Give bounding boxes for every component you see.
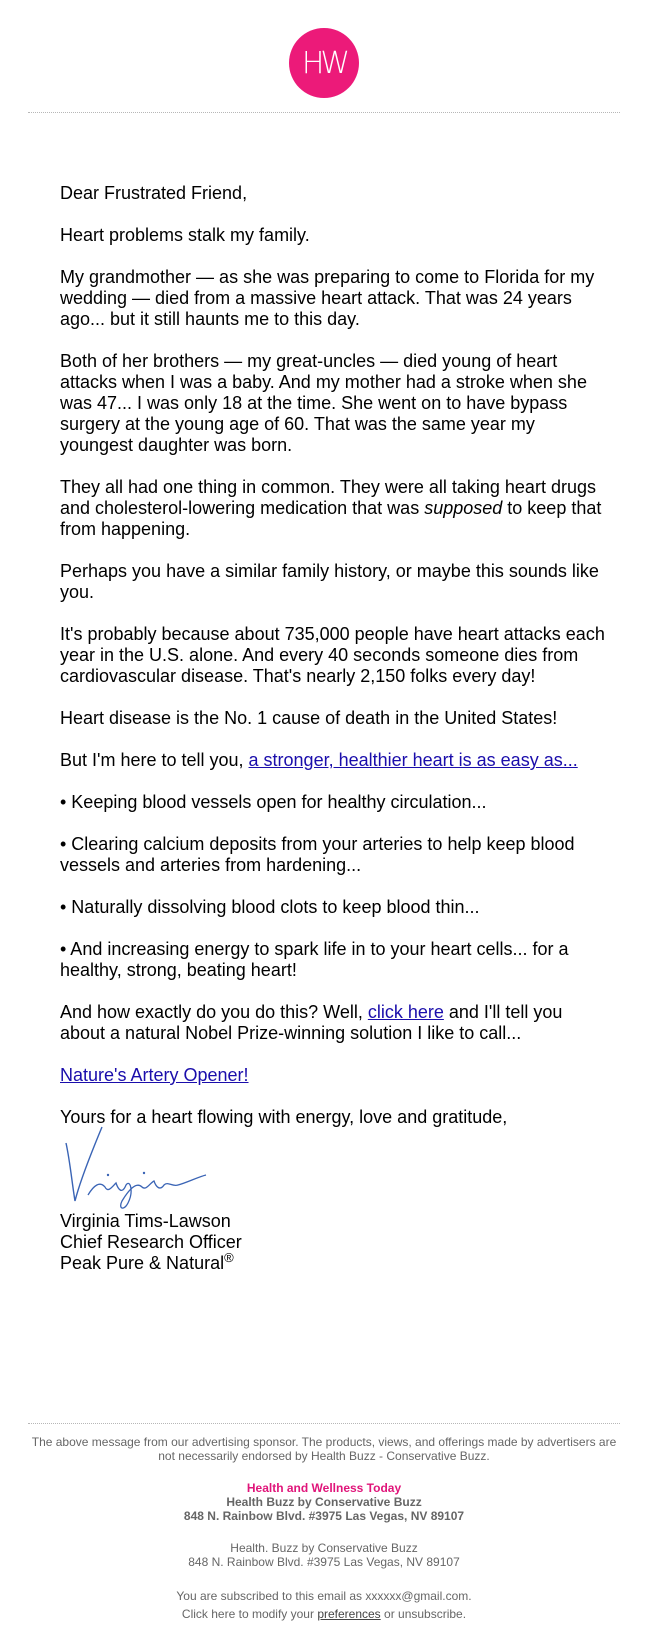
modify-text: Click here to modify your — [181, 1607, 318, 1621]
paragraph-text: They all had one thing in common. They were all taking heart drugs and cholesterol-lowering medication that was — [60, 477, 596, 518]
footer-address: 848 N. Rainbow Blvd. #3975 Las Vegas, NV 89107 — [188, 1555, 460, 1569]
paragraph-text: But I'm here to tell you, — [60, 750, 249, 770]
greeting: Dear Frustrated Friend, — [60, 183, 248, 203]
paragraph: Heart disease is the No. 1 cause of death in the United States! — [60, 708, 558, 728]
paragraph — [60, 477, 605, 540]
top-divider — [28, 112, 620, 113]
signer-company — [60, 1250, 605, 1274]
disclaimer: The above message from our advertising sponsor. The products, views, and offerings made by advertisers are not necessarily endorsed by Health Buzz - Conservative Buzz. — [31, 1435, 617, 1463]
footer-brand: Health and Wellness Today — [246, 1481, 402, 1495]
paragraph — [60, 1065, 605, 1086]
footer-company: Health. Buzz by Conservative Buzz — [230, 1541, 418, 1555]
preferences-line — [30, 1605, 618, 1623]
closing: Yours for a heart flowing with energy, love and gratitude, — [60, 1107, 508, 1127]
emphasis-text: supposed — [424, 498, 503, 518]
click-here-link[interactable]: click here — [367, 1002, 444, 1022]
signature-block — [60, 1211, 605, 1274]
paragraph-text: to keep that from happening. — [60, 498, 602, 539]
bullet-item: • Naturally dissolving blood clots to keep blood thin... — [60, 897, 480, 917]
signer-title: Chief Research Officer — [60, 1232, 242, 1252]
preferences-link[interactable]: preferences — [317, 1607, 381, 1621]
subscription-note: You are subscribed to this email as xxxxxx@gmail.com. — [176, 1589, 472, 1603]
natures-artery-opener-link[interactable]: Nature's Artery Opener! — [60, 1065, 249, 1085]
signature-image — [60, 1121, 210, 1213]
bullet-item: • And increasing energy to spark life in to your heart cells... for a healthy, strong, beating heart! — [60, 939, 569, 980]
bullet-item: • Clearing calcium deposits from your arteries to help keep blood vessels and arteries from hardening... — [60, 834, 575, 875]
footer-company-bold: Health Buzz by Conservative Buzz — [226, 1495, 422, 1509]
hw-logo[interactable]: HW — [289, 28, 359, 98]
logo-container — [0, 28, 648, 98]
bottom-divider — [28, 1423, 620, 1424]
company-name: Peak Pure & Natural — [60, 1253, 225, 1273]
paragraph: Both of her brothers — my great-uncles — died young of heart attacks when I was a baby. And my mother had a stroke when she was 47... I was only 18 at the time. She went on to have bypass surgery at the young age of 60. That was the same year my youngest daughter was born. — [60, 351, 587, 455]
unsubscribe-text[interactable]: or unsubscribe. — [380, 1607, 467, 1621]
stronger-heart-link[interactable]: a stronger, healthier heart is as easy as... — [248, 750, 578, 770]
paragraph — [60, 1002, 605, 1044]
paragraph-text: and I'll tell you about a natural Nobel Prize-winning solution I like to call... — [60, 1002, 563, 1043]
footer — [30, 1435, 618, 1623]
paragraph: My grandmother — as she was preparing to come to Florida for my wedding — died from a massive heart attack. That was 24 years ago... but it still haunts me to this day. — [60, 267, 595, 329]
signer-name: Virginia Tims-Lawson — [60, 1211, 231, 1231]
letter-body — [60, 183, 605, 1274]
paragraph — [60, 750, 605, 771]
paragraph-text: And how exactly do you do this? Well, — [60, 1002, 368, 1022]
footer-address-bold: 848 N. Rainbow Blvd. #3975 Las Vegas, NV 89107 — [183, 1509, 465, 1523]
paragraph: Perhaps you have a similar family history, or maybe this sounds like you. — [60, 561, 599, 602]
paragraph: It's probably because about 735,000 people have heart attacks each year in the U.S. alone. And every 40 seconds someone dies from cardiovascular disease. That's nearly 2,150 folks every day! — [60, 624, 605, 686]
paragraph: Heart problems stalk my family. — [60, 225, 310, 245]
registered-mark: ® — [224, 1250, 234, 1265]
bullet-item: • Keeping blood vessels open for healthy circulation... — [60, 792, 487, 812]
